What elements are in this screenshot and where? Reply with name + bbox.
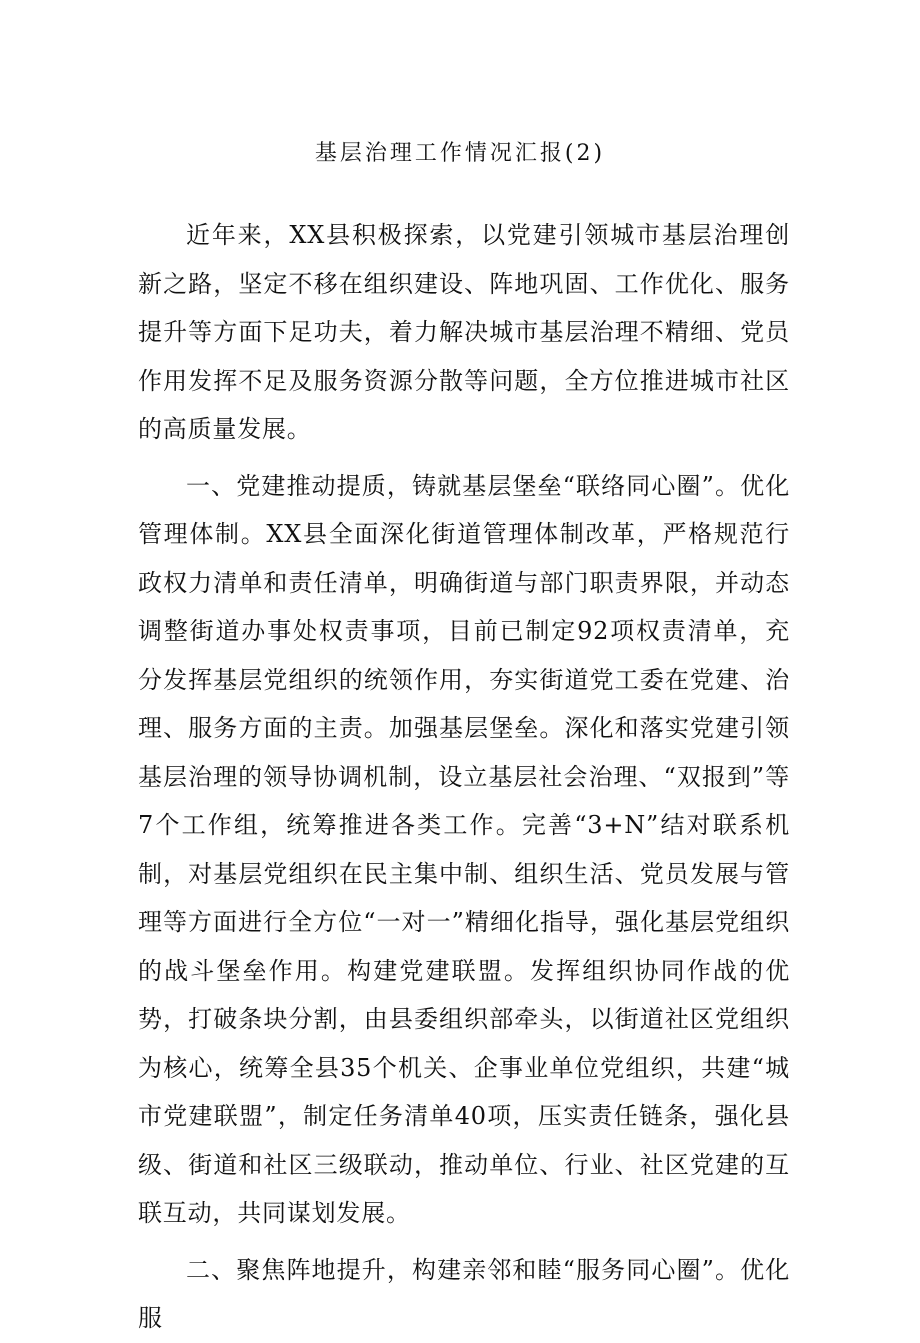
- paragraph-section-two: 二、聚焦阵地提升，构建亲邻和睦“服务同心圈”。优化服: [138, 1255, 790, 1332]
- document-body: [138, 211, 790, 1343]
- paragraph-section-one: 一、党建推动提质，铸就基层堡垒“联络同心圈”。优化管理体制。XX县全面深化街道管理体制改革，严格规范行政权力清单和责任清单，明确街道与部门职责界限，并动态调整街道办事处权责事项，目前已制定92项权责清单，充分发挥基层党组织的统领作用，夯实街道党工委在党建、治理、服务方面的主责。加强基层堡垒。深化和落实党建引领基层治理的领导协调机制，设立基层社会治理、“双报到”等7个工作组，统筹推进各类工作。完善“3+N”结对联系机制，对基层党组织在民主集中制、组织生活、党员发展与管理等方面进行全方位“一对一”精细化指导，强化基层党组织的战斗堡垒作用。构建党建联盟。发挥组织协同作战的优势，打破条块分割，由县委组织部牵头，以街道社区党组织为核心，统筹全县35个机关、企事业单位党组织，共建“城市党建联盟”，制定任务清单40项，压实责任链条，强化县级、街道和社区三级联动，推动单位、行业、社区党建的互联互动，共同谋划发展。: [138, 471, 790, 1227]
- paragraph-intro: 近年来，XX县积极探索，以党建引领城市基层治理创新之路，坚定不移在组织建设、阵地巩固、工作优化、服务提升等方面下足功夫，着力解决城市基层治理不精细、党员作用发挥不足及服务资源分散等问题，全方位推进城市社区的高质量发展。: [138, 221, 790, 443]
- document-title: 基层治理工作情况汇报(2): [314, 141, 606, 166]
